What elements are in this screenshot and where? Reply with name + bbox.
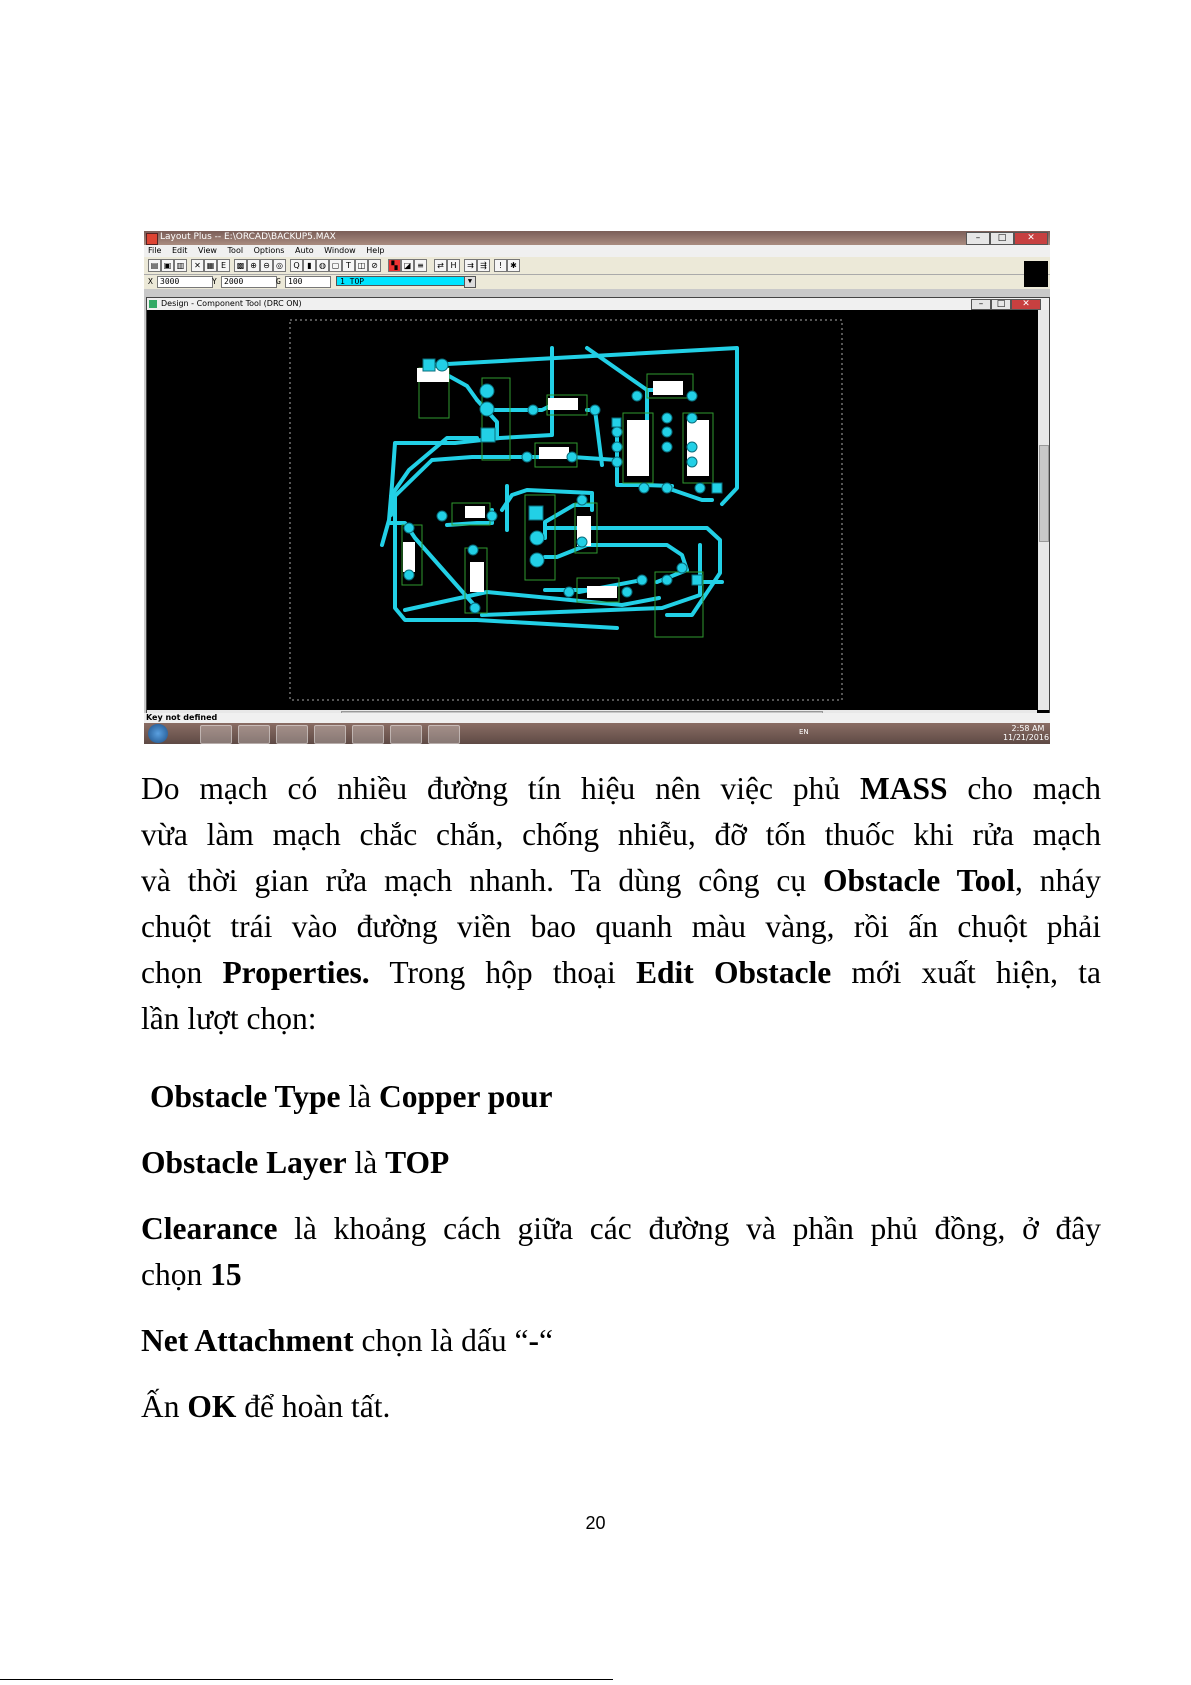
query-icon[interactable]: Q	[290, 259, 303, 272]
item-clearance	[141, 1206, 1101, 1298]
obstacle-type-value: Copper pour	[378, 1079, 553, 1114]
y-coordinate: 2000	[221, 276, 277, 288]
clock-time[interactable]: 2:58 AM	[1011, 724, 1045, 733]
design-window	[146, 297, 1050, 722]
vertical-scrollbar[interactable]	[1038, 310, 1049, 710]
taskbar	[144, 723, 1050, 744]
print-icon[interactable]: ▥	[174, 259, 187, 272]
text-run: chuột trái vào đường viền bao quanh màu vàng, rồi ấn chuột phải	[141, 909, 1101, 944]
text-run: , nháy	[1014, 863, 1102, 898]
close-button[interactable]: ✕	[1014, 232, 1048, 245]
obstacle-type-connector: là	[340, 1079, 379, 1114]
error-icon[interactable]: ⊘	[368, 259, 381, 272]
paint-icon[interactable]	[428, 725, 460, 744]
y-label: Y	[212, 277, 217, 286]
paragraph-line	[141, 950, 1101, 996]
menu-help[interactable]: Help	[366, 246, 385, 255]
grid-label: G	[276, 277, 281, 286]
edit-segment-icon[interactable]: ⇶	[477, 259, 490, 272]
toolbar	[144, 257, 1050, 275]
paragraph-line	[141, 812, 1101, 858]
text-icon[interactable]: T	[342, 259, 355, 272]
app-title: Layout Plus -- E:\ORCAD\BACKUP5.MAX	[160, 232, 336, 242]
zoom-in-icon[interactable]: ⊕	[247, 259, 260, 272]
item-obstacle-type	[150, 1074, 553, 1120]
shove-icon[interactable]: ⇉	[464, 259, 477, 272]
color-icon[interactable]: ▚	[388, 259, 401, 272]
menu-edit[interactable]: Edit	[171, 246, 188, 255]
finish-post: để hoàn tất.	[236, 1389, 391, 1424]
maximize-button[interactable]: □	[990, 232, 1014, 245]
finish-ok: OK	[187, 1389, 237, 1424]
file-explorer-icon[interactable]	[200, 725, 232, 744]
obstacle-layer-connector: là	[346, 1145, 386, 1180]
clearance-text: là khoảng cách giữa các đường và phần phủ đồng, ở đây	[277, 1211, 1101, 1246]
item-net-attachment	[141, 1318, 553, 1364]
zoom-out-icon[interactable]: ⊖	[260, 259, 273, 272]
save-icon[interactable]: ▣	[161, 259, 174, 272]
doc-minimize-button[interactable]: –	[971, 299, 991, 310]
info-icon[interactable]: !	[494, 259, 507, 272]
drc-icon[interactable]: ◪	[401, 259, 414, 272]
menu-tool[interactable]: Tool	[227, 246, 244, 255]
traces	[382, 348, 737, 628]
layout-plus-icon	[146, 233, 158, 245]
text-run: lần lượt chọn:	[141, 1001, 317, 1036]
design-window-title: Design - Component Tool (DRC ON)	[161, 299, 302, 308]
reconnect-icon[interactable]: ⇄	[434, 259, 447, 272]
delete-icon[interactable]: ✕	[191, 259, 204, 272]
text-run: và thời gian rửa mạch nhanh. Ta dùng công cụ	[141, 863, 824, 898]
chrome-icon[interactable]	[314, 725, 346, 744]
language-indicator[interactable]: EN	[799, 728, 809, 736]
footer-rule	[0, 1679, 613, 1680]
obstacle-icon[interactable]: ▢	[329, 259, 342, 272]
bold-term: MASS	[859, 771, 948, 806]
bold-term: Properties.	[222, 955, 370, 990]
media-player-icon[interactable]	[276, 725, 308, 744]
design-icon	[149, 300, 157, 308]
menu-file[interactable]: File	[148, 246, 162, 255]
color-swatch	[1024, 261, 1048, 287]
clearance-line-2	[141, 1252, 1101, 1298]
text-run: cho mạch	[947, 771, 1101, 806]
bug-icon[interactable]: ✱	[507, 259, 520, 272]
paragraph-line	[141, 766, 1101, 812]
spreadsheet-icon[interactable]: ▩	[234, 259, 247, 272]
route-icon[interactable]: ≡	[414, 259, 427, 272]
obstacle-type-label: Obstacle Type	[150, 1079, 341, 1114]
net-attachment-label: Net Attachment	[141, 1323, 354, 1358]
minimize-button[interactable]: –	[966, 232, 990, 245]
net-attachment-connector: chọn là dấu “	[353, 1323, 529, 1358]
item-obstacle-layer	[141, 1140, 449, 1186]
coordinate-bar	[144, 275, 1050, 289]
obstacle-layer-value: TOP	[385, 1145, 450, 1180]
bold-term: Edit Obstacle	[636, 955, 832, 990]
paragraph-line	[141, 996, 1101, 1042]
chevron-down-icon[interactable]: ▼	[464, 276, 476, 288]
grid-value: 100	[285, 276, 331, 288]
menu-window[interactable]: Window	[324, 246, 356, 255]
layout-plus-screenshot	[144, 231, 1050, 744]
vertical-scroll-thumb[interactable]	[1039, 445, 1049, 542]
paragraph-line	[141, 904, 1101, 950]
app-title-bar	[144, 231, 1050, 245]
status-bar: Key not defined	[144, 713, 1050, 723]
menu-view[interactable]: View	[197, 246, 217, 255]
menu-auto[interactable]: Auto	[295, 246, 314, 255]
library-icon[interactable]: ▦	[204, 259, 217, 272]
start-icon[interactable]	[148, 724, 168, 743]
item-finish	[141, 1384, 390, 1430]
text-run: vừa làm mạch chắc chắn, chống nhiễu, đỡ tốn thuốc khi rửa mạch	[141, 817, 1101, 852]
hash-icon[interactable]: H	[447, 259, 460, 272]
component-icon[interactable]: ▮	[303, 259, 316, 272]
layer-select[interactable]: 1 TOP	[336, 276, 466, 286]
finish-pre: Ấn	[141, 1389, 188, 1424]
x-label: X	[148, 277, 153, 286]
menu-bar	[144, 245, 1050, 257]
clock-date[interactable]: 11/21/2016	[1002, 733, 1050, 742]
zalo-icon[interactable]	[352, 725, 384, 744]
paragraph-line	[141, 858, 1101, 904]
text-run: chọn	[141, 955, 223, 990]
clearance-label: Clearance	[141, 1211, 278, 1246]
pcb-board-canvas[interactable]	[147, 310, 1037, 710]
body-paragraph	[141, 766, 1101, 1042]
doc-close-button[interactable]: ✕	[1011, 299, 1041, 310]
x-coordinate: 3000	[157, 276, 213, 288]
obstacle-layer-label: Obstacle Layer	[141, 1145, 347, 1180]
doc-maximize-button[interactable]: □	[991, 299, 1011, 310]
edit-icon[interactable]: E	[217, 259, 230, 272]
layout-plus-taskbar-icon[interactable]	[390, 725, 422, 744]
design-window-title-bar	[147, 298, 1049, 310]
clearance-line-1	[141, 1206, 1101, 1252]
pad-icon[interactable]: ◍	[316, 259, 329, 272]
clearance-value: 15	[210, 1257, 242, 1292]
net-attachment-value: -	[528, 1323, 540, 1358]
menu-options[interactable]: Options	[253, 246, 285, 255]
text-run: Do mạch có nhiều đường tín hiệu nên việc phủ	[141, 771, 860, 806]
bold-term: Obstacle Tool	[823, 863, 1015, 898]
connection-icon[interactable]: ◫	[355, 259, 368, 272]
text-run: Trong hộp thoại	[369, 955, 637, 990]
text-run: mới xuất hiện, ta	[831, 955, 1101, 990]
app-launcher-icon[interactable]	[238, 725, 270, 744]
clearance-text-2: chọn	[141, 1257, 211, 1292]
open-icon[interactable]: ▤	[148, 259, 161, 272]
net-attachment-end: “	[539, 1323, 553, 1358]
page-number: 20	[585, 1513, 606, 1533]
zoom-all-icon[interactable]: ◎	[273, 259, 286, 272]
